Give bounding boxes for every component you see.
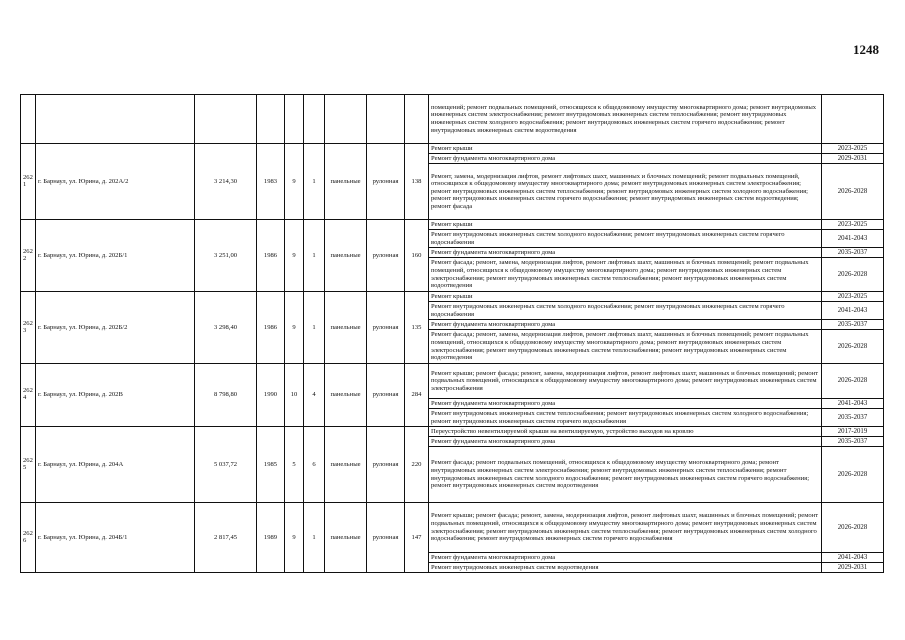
residents-count: 220	[405, 427, 429, 503]
repair-schedule-table	[20, 94, 884, 573]
entry-number: 262 4	[21, 364, 36, 427]
year-cell	[257, 95, 285, 144]
work-period: 2041-2043	[822, 553, 884, 563]
work-description: Ремонт крыши; ремонт фасада; ремонт, замена, модернизация лифтов, ремонт лифтовых шахт, машинных и блочных помещений; ремонт подвальных помещений, относящихся к общедомовому имуществу многоквартирного дома; ремонт внутридомовых инженерных систем электроснабжения; ремонт внутридомовых инженерных систем теплоснабжения; ремонт внутридомовых инженерных систем холодного водоснабжения; ремонт внутридомовых инженерных систем горячего водоснабжения	[429, 503, 822, 553]
floors-cell	[285, 95, 304, 144]
work-period: 2017-2019	[822, 427, 884, 437]
work-period: 2029-2031	[822, 563, 884, 573]
residents-count: 160	[405, 220, 429, 292]
work-period: 2041-2043	[822, 399, 884, 409]
build-year: 1986	[257, 220, 285, 292]
floors-count: 9	[285, 220, 304, 292]
page-number: 1248	[853, 42, 879, 57]
roof-type: рулонная	[367, 364, 405, 427]
residents-count: 284	[405, 364, 429, 427]
entrances-cell	[304, 95, 325, 144]
count-cell	[405, 95, 429, 144]
wall-material: панельные	[325, 144, 367, 220]
entrances-count: 4	[304, 364, 325, 427]
entrances-count: 6	[304, 427, 325, 503]
work-period: 2026-2028	[822, 258, 884, 292]
house-address: г. Барнаул, ул. Юрина, д. 204Б/1	[36, 503, 195, 573]
residents-count: 138	[405, 144, 429, 220]
house-address: г. Барнаул, ул. Юрина, д. 202Б/1	[36, 220, 195, 292]
work-description: Ремонт фундамента многоквартирного дома	[429, 154, 822, 164]
work-description: Ремонт фасада; ремонт, замена, модернизация лифтов, ремонт лифтовых шахт, машинных и блочных помещений; ремонт подвальных помещений, относящихся к общедомовому имуществу многоквартирного дома; ремонт внутридомовых инженерных систем электроснабжения; ремонт внутридомовых инженерных систем теплоснабжения; ремонт внутридомовых инженерных систем водоотведения	[429, 330, 822, 364]
table-row	[21, 220, 884, 230]
house-area: 5 037,72	[195, 427, 257, 503]
table-row	[21, 427, 884, 437]
roof-type: рулонная	[367, 220, 405, 292]
roof-type: рулонная	[367, 503, 405, 573]
wall-material: панельные	[325, 364, 367, 427]
table-row	[21, 503, 884, 553]
wall-material: панельные	[325, 292, 367, 364]
entry-number: 262 2	[21, 220, 36, 292]
work-description: помещений; ремонт подвальных помещений, относящихся к общедомовому имуществу многоквартирного дома; ремонт внутридомовых инженерных систем электроснабжения; ремонт внутридомовых инженерных систем теплоснабжения; ремонт внутридомовых инженерных систем холодного водоснабжения; ремонт внутридомовых инженерных систем горячего водоснабжения; ремонт внутридомовых инженерных систем водоотведения	[429, 95, 822, 144]
work-period: 2035-2037	[822, 248, 884, 258]
address-cell	[36, 95, 195, 144]
work-period: 2029-2031	[822, 154, 884, 164]
work-description: Ремонт фундамента многоквартирного дома	[429, 248, 822, 258]
entry-number: 262 1	[21, 144, 36, 220]
build-year: 1985	[257, 427, 285, 503]
work-description: Ремонт фундамента многоквартирного дома	[429, 437, 822, 447]
house-area: 3 214,30	[195, 144, 257, 220]
table-row	[21, 364, 884, 399]
entry-number: 262 6	[21, 503, 36, 573]
work-description: Ремонт фундамента многоквартирного дома	[429, 399, 822, 409]
work-description: Ремонт внутридомовых инженерных систем холодного водоснабжения; ремонт внутридомовых инженерных систем горячего водоснабжения	[429, 230, 822, 248]
continuation-row	[21, 95, 884, 144]
table-row	[21, 144, 884, 154]
house-address: г. Барнаул, ул. Юрина, д. 202А/2	[36, 144, 195, 220]
house-area: 3 298,40	[195, 292, 257, 364]
num-cell	[21, 95, 36, 144]
entrances-count: 1	[304, 220, 325, 292]
work-description: Ремонт крыши	[429, 220, 822, 230]
wall-cell	[325, 95, 367, 144]
floors-count: 9	[285, 292, 304, 364]
work-period: 2035-2037	[822, 437, 884, 447]
roof-type: рулонная	[367, 144, 405, 220]
work-description: Ремонт крыши	[429, 292, 822, 302]
work-period: 2026-2028	[822, 164, 884, 220]
work-description: Ремонт фасада; ремонт подвальных помещений, относящихся к общедомовому имуществу многоквартирного дома; ремонт внутридомовых инженерных систем электроснабжения; ремонт внутридомовых инженерных систем теплоснабжения; ремонт внутридомовых инженерных систем холодного водоснабжения; ремонт внутридомовых инженерных систем горячего водоснабжения; ремонт внутридомовых инженерных систем водоотведения	[429, 447, 822, 503]
work-period: 2026-2028	[822, 364, 884, 399]
house-address: г. Барнаул, ул. Юрина, д. 204А	[36, 427, 195, 503]
work-period: 2026-2028	[822, 503, 884, 553]
table-row	[21, 292, 884, 302]
work-period: 2041-2043	[822, 230, 884, 248]
work-description: Ремонт фасада; ремонт, замена, модернизация лифтов, ремонт лифтовых шахт, машинных и блочных помещений; ремонт подвальных помещений, относящихся к общедомовому имуществу многоквартирного дома; ремонт внутридомовых инженерных систем электроснабжения; ремонт внутридомовых инженерных систем теплоснабжения; ремонт внутридомовых инженерных систем водоотведения	[429, 258, 822, 292]
work-description: Ремонт крыши	[429, 144, 822, 154]
floors-count: 9	[285, 503, 304, 573]
work-description: Ремонт фундамента многоквартирного дома	[429, 320, 822, 330]
wall-material: панельные	[325, 220, 367, 292]
entrances-count: 1	[304, 144, 325, 220]
roof-cell	[367, 95, 405, 144]
work-description: Ремонт внутридомовых инженерных систем холодного водоснабжения; ремонт внутридомовых инженерных систем горячего водоснабжения	[429, 302, 822, 320]
work-period: 2035-2037	[822, 320, 884, 330]
work-description: Ремонт фундамента многоквартирного дома	[429, 553, 822, 563]
area-cell	[195, 95, 257, 144]
house-address: г. Барнаул, ул. Юрина, д. 202В	[36, 364, 195, 427]
work-description: Ремонт внутридомовых инженерных систем теплоснабжения; ремонт внутридомовых инженерных систем холодного водоснабжения; ремонт внутридомовых инженерных систем горячего водоснабжения	[429, 409, 822, 427]
work-period: 2035-2037	[822, 409, 884, 427]
build-year: 1986	[257, 292, 285, 364]
build-year: 1983	[257, 144, 285, 220]
entrances-count: 1	[304, 503, 325, 573]
roof-type: рулонная	[367, 292, 405, 364]
entry-number: 262 5	[21, 427, 36, 503]
work-period: 2023-2025	[822, 220, 884, 230]
work-period	[822, 95, 884, 144]
residents-count: 147	[405, 503, 429, 573]
floors-count: 10	[285, 364, 304, 427]
house-area: 3 251,00	[195, 220, 257, 292]
work-period: 2023-2025	[822, 144, 884, 154]
work-description: Ремонт внутридомовых инженерных систем водоотведения	[429, 563, 822, 573]
house-area: 8 798,80	[195, 364, 257, 427]
house-address: г. Барнаул, ул. Юрина, д. 202Б/2	[36, 292, 195, 364]
work-period: 2023-2025	[822, 292, 884, 302]
work-description: Переустройство невентилируемой крыши на вентилируемую, устройство выходов на кровлю	[429, 427, 822, 437]
roof-type: рулонная	[367, 427, 405, 503]
work-description: Ремонт, замена, модернизация лифтов, ремонт лифтовых шахт, машинных и блочных помещений; ремонт подвальных помещений, относящихся к общедомовому имуществу многоквартирного дома; ремонт внутридомовых инженерных систем электроснабжения; ремонт внутридомовых инженерных систем теплоснабжения; ремонт внутридомовых инженерных систем холодного водоснабжения; ремонт внутридомовых инженерных систем горячего водоснабжения; ремонт внутридомовых инженерных систем водоотведения; ремонт фасада	[429, 164, 822, 220]
house-area: 2 817,45	[195, 503, 257, 573]
entry-number: 262 3	[21, 292, 36, 364]
floors-count: 9	[285, 144, 304, 220]
work-period: 2041-2043	[822, 302, 884, 320]
residents-count: 135	[405, 292, 429, 364]
build-year: 1990	[257, 364, 285, 427]
wall-material: панельные	[325, 503, 367, 573]
floors-count: 5	[285, 427, 304, 503]
wall-material: панельные	[325, 427, 367, 503]
work-description: Ремонт крыши; ремонт фасада; ремонт, замена, модернизация лифтов, ремонт лифтовых шахт, машинных и блочных помещений; ремонт подвальных помещений, относящихся к общедомовому имуществу многоквартирного дома; ремонт внутридомовых инженерных систем электроснабжения	[429, 364, 822, 399]
build-year: 1989	[257, 503, 285, 573]
entrances-count: 1	[304, 292, 325, 364]
work-period: 2026-2028	[822, 447, 884, 503]
work-period: 2026-2028	[822, 330, 884, 364]
